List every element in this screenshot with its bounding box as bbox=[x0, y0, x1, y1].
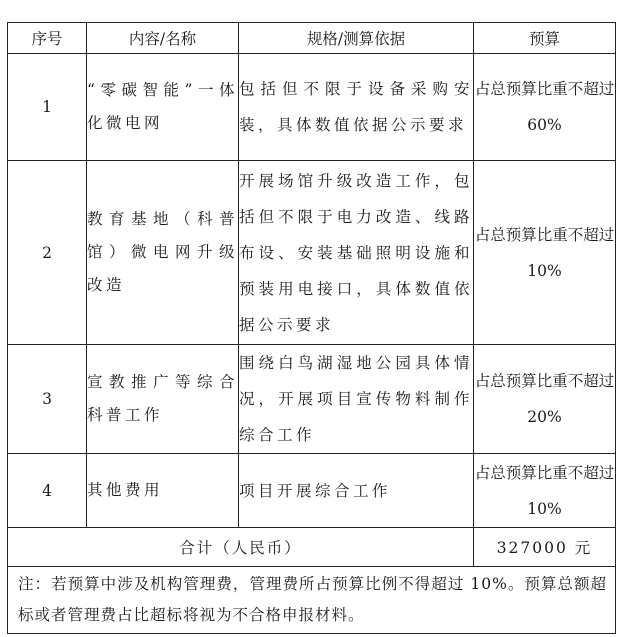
total-label: 合计（人民币） bbox=[8, 528, 474, 567]
row-no: 2 bbox=[8, 161, 87, 345]
row-budget: 占总预算比重不超过 20% bbox=[474, 345, 616, 454]
row-name: 其他费用 bbox=[87, 454, 239, 528]
row-budget: 占总预算比重不超过 10% bbox=[474, 161, 616, 345]
row-no: 1 bbox=[8, 54, 87, 161]
header-row bbox=[8, 23, 616, 54]
note-text: 注：若预算中涉及机构管理费，管理费所占预算比例不得超过 10%。预算总额超标或者管理费占比超标将视为不合格申报材料。 bbox=[8, 567, 616, 634]
header-budget: 预算 bbox=[474, 23, 616, 54]
total-row bbox=[8, 528, 616, 567]
row-budget: 占总预算比重不超过 60% bbox=[474, 54, 616, 161]
row-spec: 项目开展综合工作 bbox=[239, 454, 474, 528]
row-name: 宣教推广等综合科普工作 bbox=[87, 345, 239, 454]
row-name: 教育基地（科普馆）微电网升级改造 bbox=[87, 161, 239, 345]
header-no: 序号 bbox=[8, 23, 87, 54]
row-budget: 占总预算比重不超过 10% bbox=[474, 454, 616, 528]
row-name: “零碳智能”一体化微电网 bbox=[87, 54, 239, 161]
budget-table bbox=[7, 22, 616, 634]
row-spec: 包括但不限于设备采购安装，具体数值依据公示要求 bbox=[239, 54, 474, 161]
header-spec: 规格/测算依据 bbox=[239, 23, 474, 54]
total-value: 327000 元 bbox=[474, 528, 616, 567]
header-name: 内容/名称 bbox=[87, 23, 239, 54]
note-row bbox=[8, 567, 616, 634]
table-row bbox=[8, 161, 616, 345]
row-spec: 围绕白鸟湖湿地公园具体情况，开展项目宣传物料制作综合工作 bbox=[239, 345, 474, 454]
table-row bbox=[8, 54, 616, 161]
table-row bbox=[8, 345, 616, 454]
row-no: 4 bbox=[8, 454, 87, 528]
row-no: 3 bbox=[8, 345, 87, 454]
row-spec: 开展场馆升级改造工作，包括但不限于电力改造、线路布设、安装基础照明设施和预装用电接口，具体数值依据公示要求 bbox=[239, 161, 474, 345]
table-row bbox=[8, 454, 616, 528]
